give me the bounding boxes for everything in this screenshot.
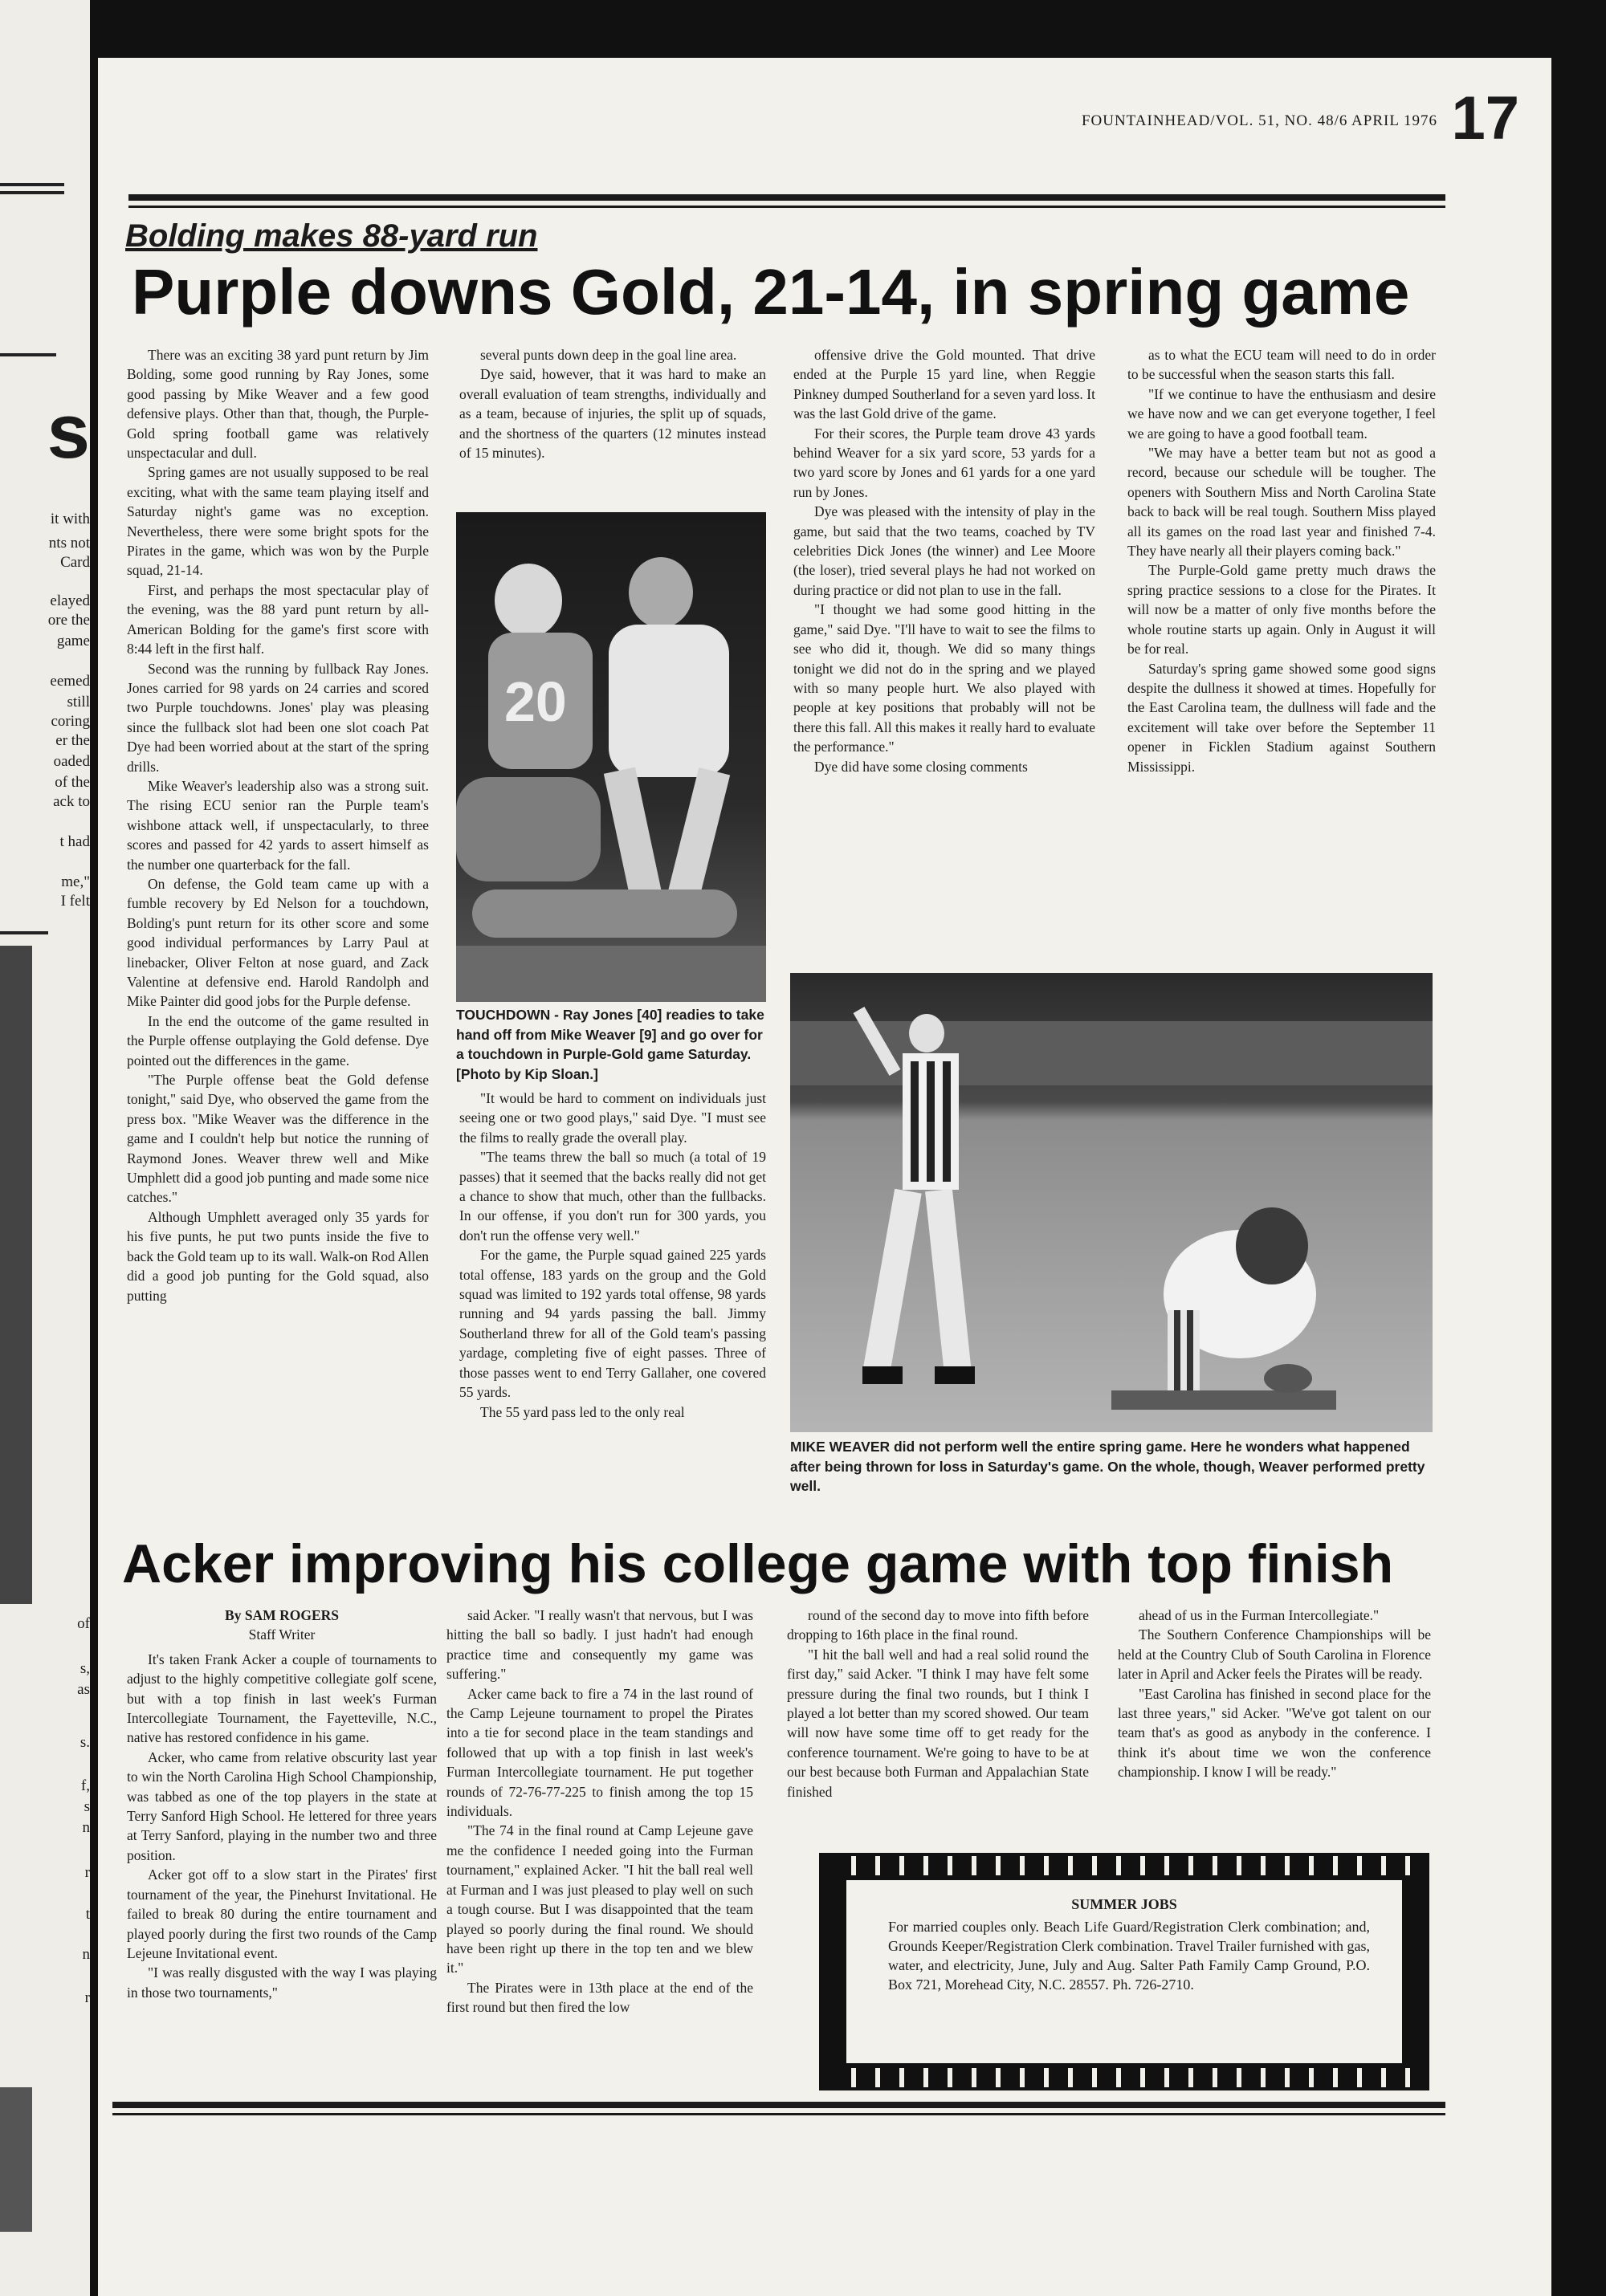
ad-border-tick — [972, 2068, 976, 2087]
ad-border-tick — [1213, 1856, 1217, 1875]
story2-column-2 — [446, 1606, 753, 2087]
paragraph: Mike Weaver's leadership also was a strong suit. The rising ECU senior ran the Purple team's wishbone attack well, if unspectacularly, to three scores and passed for 42 yards to assert himself as the number one quarterback for the fall. — [127, 777, 429, 873]
left-fragment: r — [84, 1989, 90, 2006]
touchdown-photo — [456, 512, 766, 1002]
ad-border-tick — [996, 2068, 1001, 2087]
ad-border-tick — [1068, 2068, 1073, 2087]
ad-border-tick — [1140, 2068, 1145, 2087]
ad-border-tick — [923, 1856, 928, 1875]
ad-border-tick — [875, 2068, 880, 2087]
quarterback-kneeling-image — [790, 973, 1433, 1432]
left-fragment: elayed — [50, 592, 90, 609]
folio-line: FOUNTAINHEAD/VOL. 51, NO. 48/6 APRIL 1976 — [1081, 112, 1437, 129]
paragraph: Acker came back to fire a 74 in the last round of the Camp Lejeune tournament to propel the Pirates into a tie for second place in the team standings and followed that up with a top finish in last week's Furman Intercollegiate tournament. He put together rounds of 72-76-77-225 to finish among the top 15 individuals. — [446, 1685, 753, 1820]
paragraph: Second was the running by fullback Ray Jones. Jones carried for 98 yards on 24 carries and scored two Purple touchdowns. Jones' play was pleasing since the fullback slot had been one slot coach Pat Dye had been worried about at the start of the spring drills. — [127, 660, 429, 775]
masthead-rule — [128, 194, 1445, 201]
ad-border-tick — [1357, 2068, 1362, 2087]
left-fragment: still — [67, 694, 90, 710]
paragraph: First, and perhaps the most spectacular play of the evening, was the 88 yard punt return by all-American Bolding for the game's first score with 8:44 left in the first half. — [127, 581, 429, 657]
paragraph: Dye said, however, that it was hard to make an overall evaluation of team strengths, individually and as a team, because of injuries, the split up of squads, and the shortness of the quarters (12 minutes instead of 15 minutes). — [459, 366, 766, 462]
paragraph: Dye did have some closing comments — [814, 758, 1028, 775]
paragraph: On defense, the Gold team came up with a fumble recovery by Ed Nelson for a touchdown, Bolding's punt return for its other score and some good individual performances by Larry Paul at linebacker, Oliver Felton at nose guard, and Zack Valentine at defensive end. Harold Randolph and Mike Painter did good jobs for the Purple defense. — [127, 875, 429, 1010]
paragraph: In the end the outcome of the game resulted in the Purple offense outplaying the Gold defense. Dye pointed out the differences in the game. — [127, 1012, 429, 1069]
story1-column-1 — [127, 345, 429, 1501]
paragraph: The 55 yard pass led to the only real — [480, 1403, 685, 1420]
paragraph: For their scores, the Purple team drove 43 yards behind Weaver for a six yard score, 53 yards for a two yard score by Jones and 61 yards for a one yard run by Jones. — [793, 425, 1095, 500]
ad-border-tick — [1188, 1856, 1193, 1875]
ad-panel — [846, 1880, 1402, 2063]
strip-rule — [0, 2087, 32, 2232]
ad-border-tick — [1188, 2068, 1193, 2087]
paragraph: ahead of us in the Furman Intercollegiate." — [1139, 1607, 1380, 1623]
byline: By SAM ROGERS — [225, 1607, 339, 1623]
left-fragment: of — [77, 1615, 90, 1632]
paragraph: It's taken Frank Acker a couple of tournaments to adjust to the highly competitive collegiate golf scene, but with a top finish in last week's Furman Intercollegiate Tournament, the Fayetteville, N.C., native has restored confidence in his game. — [127, 1651, 437, 1746]
left-fragment: s. — [79, 1734, 90, 1751]
football-play-image — [456, 512, 766, 1002]
paragraph: "The Purple offense beat the Gold defense tonight," said Dye, who observed the game from the press box. "Mike Weaver was the difference in the game and I couldn't help but notice the running of Raymond Jones. Weaver threw well and Mike Umphlett did a good job punting and made some nice catches." — [127, 1072, 429, 1206]
left-fragment: coring — [51, 713, 90, 730]
ad-border-tick — [1116, 1856, 1121, 1875]
ad-border-tick — [1164, 1856, 1169, 1875]
paragraph: Acker got off to a slow start in the Pirates' first tournament of the year, the Pinehurst Invitational. He failed to break 80 during the entire tournament and played poorly during the first two rounds of the Camp Lejeune Invitational event. — [127, 1867, 437, 1961]
story-headline: Purple downs Gold, 21-14, in spring game — [132, 256, 1410, 328]
paragraph: There was an exciting 38 yard punt return by Jim Bolding, some good running by Ray Jones, some good passing by Mike Weaver and a few good defensive plays. Other than that, though, the Purple-Gold spring football game was relatively unspectacular and dull. — [127, 347, 429, 462]
ad-body: For married couples only. Beach Life Guard/Registration Clerk combination; and, Grounds Keeper/Registration Clerk combination. Travel Trailer furnished with gas, water, and electricity, June, July and Aug. Salter Path Family Camp Ground, P.O. Box 721, Morehead City, N.C. 28557. Ph. 726-2710. — [888, 1919, 1370, 1993]
ad-border-tick — [875, 1856, 880, 1875]
left-fragment: r — [84, 1864, 90, 1881]
paragraph: Although Umphlett averaged only 35 yards for his five punts, he put two punts inside the five to back the Gold team up to its wall. Walk-on Rod Allen did a good job punting for the Gold squad, also putting — [127, 1208, 429, 1304]
ad-border-tick — [1261, 2068, 1266, 2087]
paragraph: "If we continue to have the enthusiasm and desire we have now and we can get everyone together, I feel we are going to have a good football team. — [1127, 385, 1436, 442]
left-fragment: me," — [61, 873, 90, 890]
ad-border-tick — [899, 2068, 904, 2087]
ad-border-tick — [1237, 2068, 1241, 2087]
left-fragment: nts not — [48, 535, 90, 552]
ad-border-tick — [1285, 1856, 1290, 1875]
paragraph: Spring games are not usually supposed to be real exciting, what with the same team playing itself and Saturday night's game was no exception. Nevertheless, there were some bright spots for the Pirates in the game, which was won by the Purple squad, 21-14. — [127, 464, 429, 579]
ad-border-tick — [1140, 1856, 1145, 1875]
weaver-photo — [790, 973, 1433, 1432]
paragraph: round of the second day to move into fifth before dropping to 16th place in the final round. — [787, 1607, 1089, 1643]
left-page-strip — [0, 0, 90, 2296]
ad-border-tick — [1357, 1856, 1362, 1875]
svg-text:20: 20 — [504, 670, 567, 733]
ad-border-tick — [851, 1856, 856, 1875]
left-fragment: ore the — [47, 612, 90, 629]
ad-border-tick — [1020, 1856, 1025, 1875]
story2-column-4 — [1118, 1606, 1431, 1846]
paragraph: as to what the ECU team will need to do in order to be successful when the season starts this fall. — [1127, 347, 1436, 383]
left-fragment: t had — [59, 833, 90, 850]
paragraph: several punts down deep in the goal line area. — [480, 347, 737, 363]
story1-column-3 — [793, 345, 1095, 939]
ad-border-tick — [1285, 2068, 1290, 2087]
ad-border-tick — [1092, 1856, 1097, 1875]
story1-column-2-bottom — [459, 1089, 766, 1506]
ad-border-tick — [1309, 2068, 1314, 2087]
ad-border-tick — [1044, 1856, 1049, 1875]
paragraph: The Pirates were in 13th place at the end of the first round but then fired the low — [446, 1979, 753, 2016]
page-number: 17 — [1451, 84, 1519, 153]
ad-border-tick — [1405, 2068, 1410, 2087]
left-fragment: n — [82, 1819, 90, 1836]
left-page-photo — [0, 946, 32, 1604]
paragraph: "I was really disgusted with the way I was playing in those two tournaments," — [127, 1964, 437, 2001]
paragraph: "I hit the ball well and had a real solid round the first day," said Acker. "I think I may have felt some pressure during the final two rounds, but I think I played a lot better than my scored showed. Our team will now have some time off to get ready for the conference tournament. We're going to have to be at our best because both Furman and Appalachian State finished — [787, 1646, 1089, 1800]
masthead-rule — [128, 206, 1445, 208]
footer-rule — [112, 2102, 1445, 2108]
left-fragment: of the — [55, 774, 90, 791]
ad-title: SUMMER JOBS — [1071, 1896, 1177, 1912]
paragraph: said Acker. "I really wasn't that nervous, but I was hitting the ball so badly. I just hadn't had enough practice time and consequently my game was suffering." — [446, 1607, 753, 1683]
ad-border-tick — [996, 1856, 1001, 1875]
ad-border-tick — [948, 1856, 952, 1875]
paragraph: The Southern Conference Championships will be held at the Country Club of South Carolina in Florence later in April and Acker feels the Pirates will be ready. — [1118, 1626, 1431, 1683]
ad-border-tick — [1381, 1856, 1386, 1875]
left-fragment: oaded — [53, 753, 90, 770]
left-fragment: er the — [55, 732, 90, 749]
ad-border-tick — [1333, 1856, 1338, 1875]
ad-border-tick — [1164, 2068, 1169, 2087]
photo1-caption: TOUCHDOWN - Ray Jones [40] readies to take hand off from Mike Weaver [9] and go over for a touchdown in Purple-Gold game Saturday. [Photo by Kip Sloan.] — [456, 1007, 764, 1082]
ad-border-tick — [1261, 1856, 1266, 1875]
left-fragment: s, — [79, 1660, 90, 1677]
ad-border-tick — [1044, 2068, 1049, 2087]
story2-column-1 — [127, 1606, 437, 2087]
byline-title: Staff Writer — [248, 1626, 316, 1643]
paragraph: "It would be hard to comment on individuals just seeing one or two good plays," said Dye. "I must see the films to really grade the overall play. — [459, 1090, 766, 1146]
left-fragment: game — [56, 633, 90, 649]
paragraph: "We may have a better team but not as good a record, because our schedule will be tougher. The openers with Southern Miss and North Carolina State back to back will be real tough. Southern Miss played all its games on the road last year and finished 7-4. They have nearly all their players coming back." — [1127, 445, 1436, 560]
paragraph: "I thought we had some good hitting in the game," said Dye. "I'll have to wait to see the films to see who did it, though. We did so many things tonight we did not do in the spring and we played with so many people hurt. We also played with people at key positions that probably will not be there this fall. All this makes it really hard to evaluate the performance." — [793, 601, 1095, 755]
footer-rule — [112, 2113, 1445, 2115]
paragraph: Saturday's spring game showed some good signs despite the dullness it showed at times. Hopefully for the East Carolina team, the dullness will fade and the excitement will take over before the September 11 opener in Ficklen Stadium against Southern Mississippi. — [1127, 660, 1436, 775]
paragraph: "The 74 in the final round at Camp Lejeune gave me the confidence I needed going into the Furman tournament," explained Acker. "I hit the ball real well at Furman and I was just pleased to play well on such a tough course. But I was disappointed that the team played so poorly during the final round. We should have been right up there in the top ten and we blew it." — [446, 1822, 753, 1976]
story-kicker: Bolding makes 88-yard run — [125, 218, 538, 254]
ad-border-tick — [1068, 1856, 1073, 1875]
left-fragment: eemed — [50, 673, 90, 690]
story2-column-3 — [787, 1606, 1089, 1846]
ad-border-tick — [851, 2068, 856, 2087]
paragraph: For the game, the Purple squad gained 225 yards total offense, 183 yards on the group and the Gold squad was limited to 192 yards total offense, 98 yards running and 94 yards passing the ball. Jimmy Southerland threw for all of the Gold team's passing yardage, completing five of eight passes. Three of those passes went to end Terry Gallaher, one covered 55 yards. — [459, 1247, 766, 1401]
ad-border-tick — [1116, 2068, 1121, 2087]
left-fragment: s — [84, 1798, 90, 1815]
paragraph: "The teams threw the ball so much (a total of 19 passes) that it seemed that the backs really did not get a chance to show that much, other than the fullbacks. In our offense, if you don't run for 300 yards, you don't run the offense very well." — [459, 1149, 766, 1244]
strip-rule — [0, 191, 64, 194]
paragraph: The Purple-Gold game pretty much draws the spring practice sessions to a close for the Pirates. It will now be a matter of only five months before the whole routine starts up again. Only in August it will be for real. — [1127, 562, 1436, 657]
ad-border-tick — [1381, 2068, 1386, 2087]
ad-border-tick — [1092, 2068, 1097, 2087]
ad-border-tick — [1405, 1856, 1410, 1875]
left-fragment: as — [77, 1681, 90, 1698]
paragraph: offensive drive the Gold mounted. That drive ended at the Purple 15 yard line, when Reggie Pinkney dumped Southerland for a seven yard loss. It was the last Gold drive of the game. — [793, 347, 1095, 422]
left-fragment: s — [47, 389, 90, 474]
left-fragment: n — [82, 1946, 90, 1963]
ad-border-tick — [1020, 2068, 1025, 2087]
strip-rule — [0, 931, 48, 934]
ad-border-tick — [948, 2068, 952, 2087]
ad-border-tick — [923, 2068, 928, 2087]
summer-jobs-ad — [819, 1853, 1429, 2090]
ad-border-tick — [899, 1856, 904, 1875]
left-fragment: t — [85, 1906, 90, 1923]
paragraph: Acker, who came from relative obscurity last year to win the North Carolina High School Championship, was tabbed as one of the top players in the state at Terry Sanford High School. He lettered for three years at Terry Sanford, playing in the number two and three position. — [127, 1748, 437, 1863]
ad-border-tick — [1213, 2068, 1217, 2087]
left-fragment: ack to — [53, 793, 90, 810]
left-fragment: f, — [80, 1777, 90, 1794]
ad-border-tick — [1237, 1856, 1241, 1875]
photo2-caption: MIKE WEAVER did not perform well the entire spring game. Here he wonders what happened after being thrown for loss in Saturday's game. On the whole, though, Weaver performed pretty well. — [790, 1439, 1425, 1494]
paragraph: Dye was pleased with the intensity of play in the game, but said that the two teams, coached by TV celebrities Dick Jones (the winner) and Lee Moore (the loser), tried several plays he had not worked on during practice or did not plan to use in the fall. — [793, 503, 1095, 598]
ad-border-tick — [1333, 2068, 1338, 2087]
strip-rule — [0, 353, 56, 356]
strip-rule — [0, 183, 64, 186]
paragraph: "East Carolina has finished in second place for the last three years," sid Acker. "We've got talent on our team that's as good as anybody in the conference. I think it's about time we won the conference championship. I know I will be ready." — [1118, 1685, 1431, 1781]
ad-border-tick — [972, 1856, 976, 1875]
left-fragment: Card — [60, 554, 90, 571]
left-fragment: I felt — [60, 893, 90, 910]
left-fragment: it with — [50, 511, 90, 527]
story1-column-2-top — [459, 345, 766, 506]
story1-column-4 — [1127, 345, 1436, 955]
story-headline: Acker improving his college game with top finish — [122, 1533, 1394, 1594]
ad-border-tick — [1309, 1856, 1314, 1875]
